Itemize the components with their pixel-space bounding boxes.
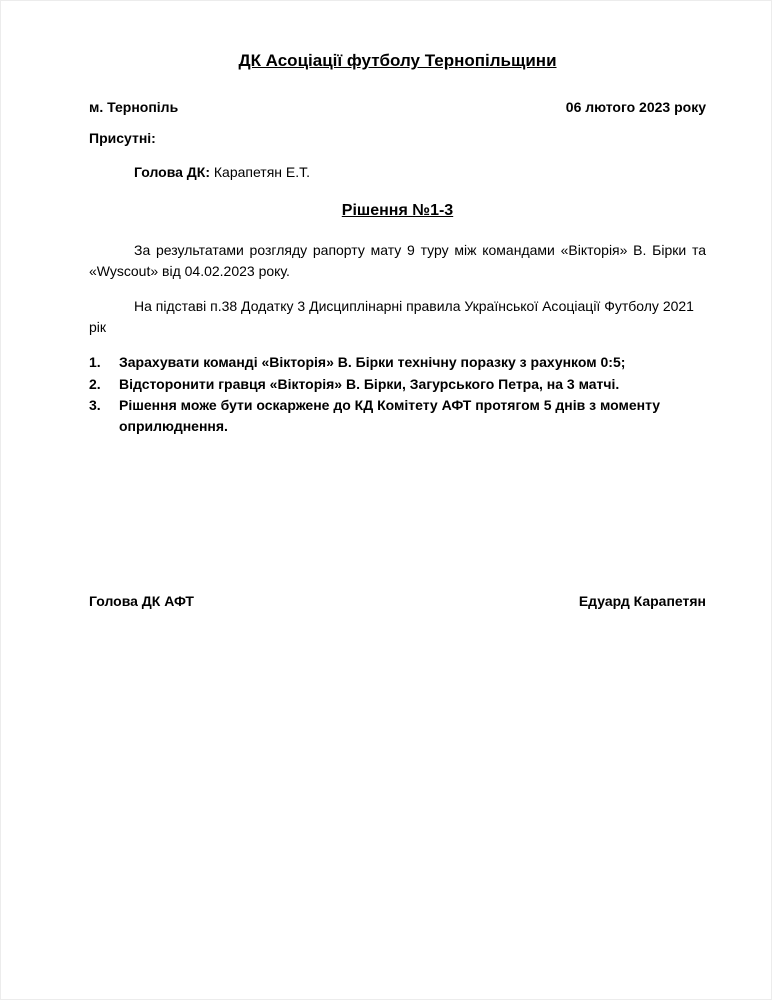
meta-row: [89, 99, 706, 115]
paragraph-report: За результатами розгляду рапорту мату 9 туру між командами «Вікторія» В. Бірки та «Wyscout» від 04.02.2023 року.: [89, 242, 706, 279]
document-title: [89, 51, 706, 71]
chairman-line: [89, 164, 706, 180]
decision-item-text: Відсторонити гравця «Вікторія» В. Бірки, Загурського Петра, на 3 матчі.: [119, 375, 620, 392]
decision-item-text: Зарахувати команді «Вікторія» В. Бірки технічну поразку з рахунком 0:5;: [119, 354, 626, 370]
decision-item-text: Рішення може бути оскаржене до КД Комітету АФТ протягом 5 днів з моменту оприлюднення.: [119, 397, 661, 434]
decision-title: [89, 202, 706, 220]
decision-item-number: 2.: [89, 375, 101, 392]
decision-item: [89, 395, 706, 437]
decisions-list: [89, 352, 706, 437]
decision-item-number: 3.: [89, 397, 101, 413]
date-label: 06 лютого 2023 року: [565, 99, 706, 115]
decision-title-text: Рішення №1-3: [341, 202, 454, 219]
signature-role: Голова ДК АФТ: [89, 593, 194, 609]
document-title-text: ДК Асоціації футболу Тернопільщини: [238, 51, 557, 70]
decision-item: [89, 374, 706, 395]
signature-name: Едуард Карапетян: [578, 593, 706, 609]
paragraph-basis: На підставі п.38 Додатку 3 Дисциплінарні правила Української Асоціації Футболу 2021 рік: [89, 298, 694, 335]
chairman-label: Голова ДК:: [134, 164, 210, 180]
decision-item: [89, 352, 706, 373]
signature-row: [89, 593, 706, 609]
present-label: Присутні:: [89, 130, 156, 146]
chairman-name: Карапетян Е.Т.: [213, 164, 311, 180]
decision-item-number: 1.: [89, 354, 101, 370]
city-label: м. Тернопіль: [89, 99, 179, 115]
